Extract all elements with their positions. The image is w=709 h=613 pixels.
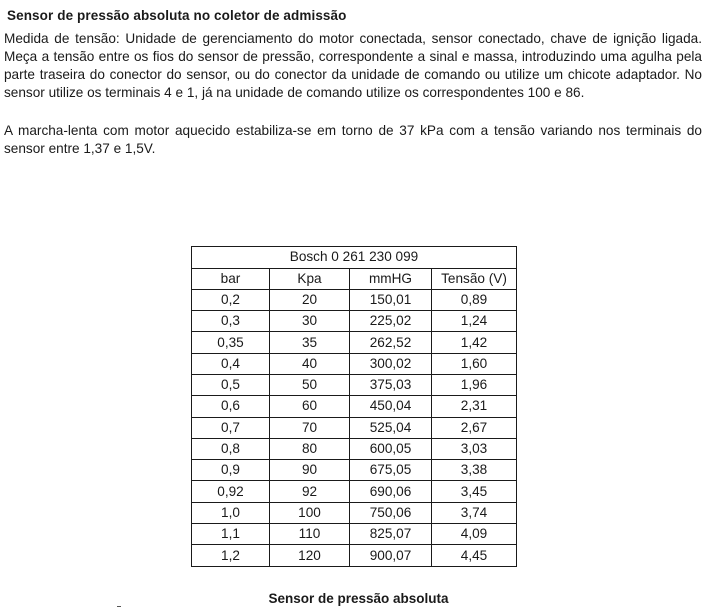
table-row — [192, 311, 517, 332]
table-cell: 50 — [270, 374, 350, 395]
table-cell: 0,3 — [192, 311, 270, 332]
column-header-kpa: Kpa — [270, 268, 350, 289]
table-row — [192, 460, 517, 481]
column-header-mmhg: mmHG — [350, 268, 432, 289]
table-cell: 0,7 — [192, 417, 270, 438]
table-cell: 2,67 — [432, 417, 517, 438]
table-cell: 35 — [270, 332, 350, 353]
table-row — [192, 502, 517, 523]
table-cell: 375,03 — [350, 374, 432, 395]
table-cell: 0,35 — [192, 332, 270, 353]
table-cell: 525,04 — [350, 417, 432, 438]
table-cell: 70 — [270, 417, 350, 438]
table-cell: 92 — [270, 481, 350, 502]
table-cell: 3,74 — [432, 502, 517, 523]
table-row — [192, 524, 517, 545]
table-body — [192, 289, 517, 566]
table-cell: 100 — [270, 502, 350, 523]
table-row — [192, 332, 517, 353]
table-cell: 300,02 — [350, 353, 432, 374]
table-cell: 1,0 — [192, 502, 270, 523]
table-cell: 3,45 — [432, 481, 517, 502]
table-cell: 4,45 — [432, 545, 517, 566]
table-cell: 1,42 — [432, 332, 517, 353]
table-cell: 225,02 — [350, 311, 432, 332]
table-cell: 600,05 — [350, 438, 432, 459]
idle-paragraph: A marcha-lenta com motor aquecido estabiliza-se em torno de 37 kPa com a tensão variando nos terminais do sensor entre 1,37 e 1,5V. — [4, 123, 702, 156]
table-cell: 2,31 — [432, 396, 517, 417]
table-cell: 120 — [270, 545, 350, 566]
table-row — [192, 396, 517, 417]
table-cell: 0,6 — [192, 396, 270, 417]
column-header-bar: bar — [192, 268, 270, 289]
table-cell: 3,03 — [432, 438, 517, 459]
table-cell: 0,2 — [192, 289, 270, 310]
table-cell: 3,38 — [432, 460, 517, 481]
table-header-row — [192, 268, 517, 289]
table-cell: 1,60 — [432, 353, 517, 374]
column-header-tensao: Tensão (V) — [432, 268, 517, 289]
table-cell: 4,09 — [432, 524, 517, 545]
measurement-paragraph: Medida de tensão: Unidade de gerenciamento do motor conectada, sensor conectado, chave de ignição ligada. Meça a tensão entre os fios do sensor de pressão, correspondente a sinal e massa, introduzindo uma agulha pela parte traseira do conector do sensor, ou do conector da unidade de comando ou utilize um chicote adaptador. No sensor utilize os terminais 4 e 1, já na unidade de comando utilize os correspondentes 100 e 86. — [4, 31, 702, 100]
table-cell: 450,04 — [350, 396, 432, 417]
stray-mark — [117, 606, 121, 609]
table-cell: 90 — [270, 460, 350, 481]
table-title: Bosch 0 261 230 099 — [192, 247, 517, 269]
table-cell: 900,07 — [350, 545, 432, 566]
table-cell: 1,2 — [192, 545, 270, 566]
table-row — [192, 481, 517, 502]
table-cell: 690,06 — [350, 481, 432, 502]
table-cell: 825,07 — [350, 524, 432, 545]
table-cell: 20 — [270, 289, 350, 310]
table-cell: 0,92 — [192, 481, 270, 502]
table-caption: Sensor de pressão absoluta — [268, 591, 449, 606]
table-cell: 1,96 — [432, 374, 517, 395]
table-row — [192, 438, 517, 459]
table-row — [192, 417, 517, 438]
table-title-row — [192, 247, 517, 269]
table-row — [192, 374, 517, 395]
table-cell: 675,05 — [350, 460, 432, 481]
table-cell: 1,24 — [432, 311, 517, 332]
table-cell: 1,1 — [192, 524, 270, 545]
table-cell: 30 — [270, 311, 350, 332]
table-cell: 0,4 — [192, 353, 270, 374]
table-cell: 0,8 — [192, 438, 270, 459]
table-row — [192, 353, 517, 374]
table-cell: 262,52 — [350, 332, 432, 353]
table-cell: 150,01 — [350, 289, 432, 310]
page-title: Sensor de pressão absoluta no coletor de admissão — [7, 8, 347, 23]
table-cell: 60 — [270, 396, 350, 417]
table-cell: 750,06 — [350, 502, 432, 523]
table-cell: 0,9 — [192, 460, 270, 481]
table-cell: 40 — [270, 353, 350, 374]
table-cell: 0,89 — [432, 289, 517, 310]
table-row — [192, 545, 517, 566]
table-row — [192, 289, 517, 310]
pressure-table — [191, 246, 517, 567]
table-cell: 80 — [270, 438, 350, 459]
table-cell: 0,5 — [192, 374, 270, 395]
table-cell: 110 — [270, 524, 350, 545]
